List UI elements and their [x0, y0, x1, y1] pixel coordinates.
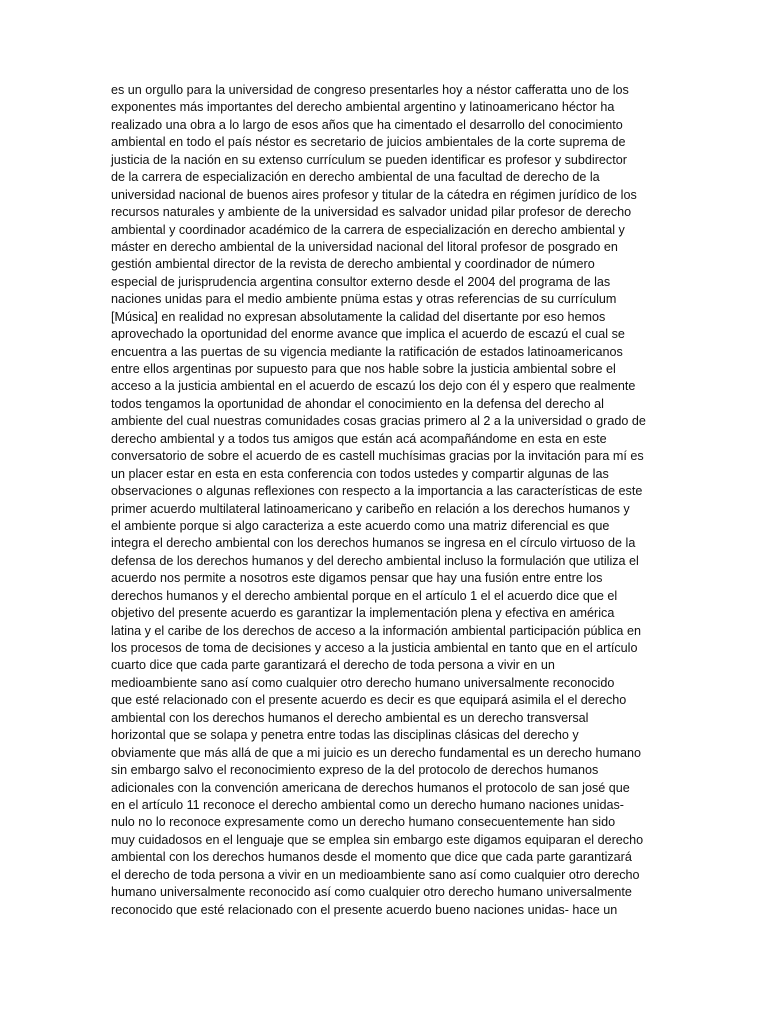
- text-line: derechos humanos y el derecho ambiental porque en el artículo 1 el el acuerdo dice que el: [111, 588, 618, 603]
- text-line: primer acuerdo multilateral latinoamericano y caribeño en relación a los derechos humanos y: [111, 501, 630, 516]
- text-line: sin embargo salvo el reconocimiento expreso de la del protocolo de derechos humanos: [111, 763, 599, 778]
- text-line: acuerdo nos permite a nosotros este digamos pensar que hay una fusión entre entre los: [111, 571, 603, 586]
- text-line: especial de jurisprudencia argentina consultor externo desde el 2004 del programa de las: [111, 274, 611, 289]
- text-line: de la carrera de especialización en derecho ambiental de una facultad de derecho de la: [111, 170, 600, 185]
- text-line: exponentes más importantes del derecho ambiental argentino y latinoamericano héctor ha: [111, 100, 615, 115]
- text-line: reconocido que esté relacionado con el presente acuerdo bueno naciones unidas- hace un: [111, 902, 618, 917]
- text-line: justicia de la nación en su extenso currículum se pueden identificar es profesor y subdirector: [111, 152, 627, 167]
- text-line: [Música] en realidad no expresan absolutamente la calidad del disertante por eso hemos: [111, 309, 606, 324]
- text-line: ambiental con los derechos humanos el derecho ambiental es un derecho transversal: [111, 710, 589, 725]
- text-line: máster en derecho ambiental de la universidad nacional del litoral profesor de posgrado en: [111, 239, 618, 254]
- text-line: objetivo del presente acuerdo es garantizar la implementación plena y efectiva en américa: [111, 606, 615, 621]
- text-line: defensa de los derechos humanos y del derecho ambiental incluso la formulación que utiliza el: [111, 553, 639, 568]
- text-line: ambiental y coordinador académico de la carrera de especialización en derecho ambiental y: [111, 222, 625, 237]
- text-line: es un orgullo para la universidad de congreso presentarles hoy a néstor cafferatta uno de los: [111, 83, 629, 97]
- text-line: aprovechado la oportunidad del enorme avance que implica el acuerdo de escazú el cual se: [111, 327, 625, 342]
- text-line: acceso a la justicia ambiental en el acuerdo de escazú los dejo con él y espero que realmente: [111, 379, 636, 394]
- text-line: encuentra a las puertas de su vigencia mediante la ratificación de estados latinoamericanos: [111, 344, 623, 359]
- text-line: medioambiente sano así como cualquier otro derecho humano universalmente reconocido: [111, 675, 615, 690]
- text-line: humano universalmente reconocido así como cualquier otro derecho humano universalmente: [111, 885, 632, 900]
- text-line: realizado una obra a lo largo de esos años que ha cimentado el desarrollo del conocimiento: [111, 117, 623, 132]
- text-line: el derecho de toda persona a vivir en un medioambiente sano así como cualquier otro derecho: [111, 867, 640, 882]
- text-line: recursos naturales y ambiente de la universidad es salvador unidad pilar profesor de derecho: [111, 205, 632, 220]
- text-line: adicionales con la convención americana de derechos humanos el protocolo de san josé que: [111, 780, 630, 795]
- text-line: integra el derecho ambiental con los derechos humanos se ingresa en el círculo virtuoso de la: [111, 536, 636, 551]
- text-line: muy cuidadosos en el lenguaje que se emplea sin embargo este digamos equiparan el derecho: [111, 832, 644, 847]
- text-line: nulo no lo reconoce expresamente como un derecho humano consecuentemente han sido: [111, 815, 616, 830]
- text-line: latina y el caribe de los derechos de acceso a la información ambiental participación pública en: [111, 623, 641, 638]
- text-line: obviamente que más allá de que a mi juicio es un derecho fundamental es un derecho humano: [111, 745, 641, 760]
- text-line: gestión ambiental director de la revista de derecho ambiental y coordinador de número: [111, 257, 595, 272]
- text-line: universidad nacional de buenos aires profesor y titular de la cátedra en régimen jurídico de los: [111, 187, 637, 202]
- text-line: conversatorio de sobre el acuerdo de es castell muchísimas gracias por la invitación para mí es: [111, 449, 644, 464]
- text-line: ambiental con los derechos humanos desde el momento que dice que cada parte garantizará: [111, 850, 632, 865]
- text-line: cuarto dice que cada parte garantizará el derecho de toda persona a vivir en un: [111, 658, 555, 673]
- text-line: naciones unidas para el medio ambiente pnüma estas y otras referencias de su currículum: [111, 292, 617, 307]
- text-line: el ambiente porque si algo caracteriza a este acuerdo como una matriz diferencial es que: [111, 518, 610, 533]
- text-line: derecho ambiental y a todos tus amigos que están acá acompañándome en esta en este: [111, 431, 607, 446]
- text-line: entre ellos argentinas por supuesto para que nos hable sobre la justicia ambiental sobre el: [111, 362, 616, 376]
- text-line: ambiente del cual nuestras comunidades cosas gracias primero al 2 a la universidad o grado de: [111, 414, 646, 429]
- text-line: en el artículo 11 reconoce el derecho ambiental como un derecho humano naciones unidas-: [111, 797, 624, 812]
- text-line: que esté relacionado con el presente acuerdo es decir es que equipará asimila el el derecho: [111, 693, 627, 708]
- text-line: observaciones o algunas reflexiones con respecto a la importancia a las características de este: [111, 484, 643, 499]
- text-line: los procesos de toma de decisiones y acceso a la justicia ambiental en tanto que en el artículo: [111, 641, 638, 655]
- text-line: todos tengamos la oportunidad de ahondar el conocimiento en la defensa del derecho al: [111, 396, 604, 411]
- text-line: un placer estar en esta en esta conferencia con todos ustedes y compartir algunas de las: [111, 466, 609, 481]
- text-line: ambiental en todo el país néstor es secretario de juicios ambientales de la corte suprema de: [111, 135, 626, 150]
- document-page: [111, 82, 659, 919]
- text-line: horizontal que se solapa y penetra entre todas las disciplinas clásicas del derecho y: [111, 728, 579, 743]
